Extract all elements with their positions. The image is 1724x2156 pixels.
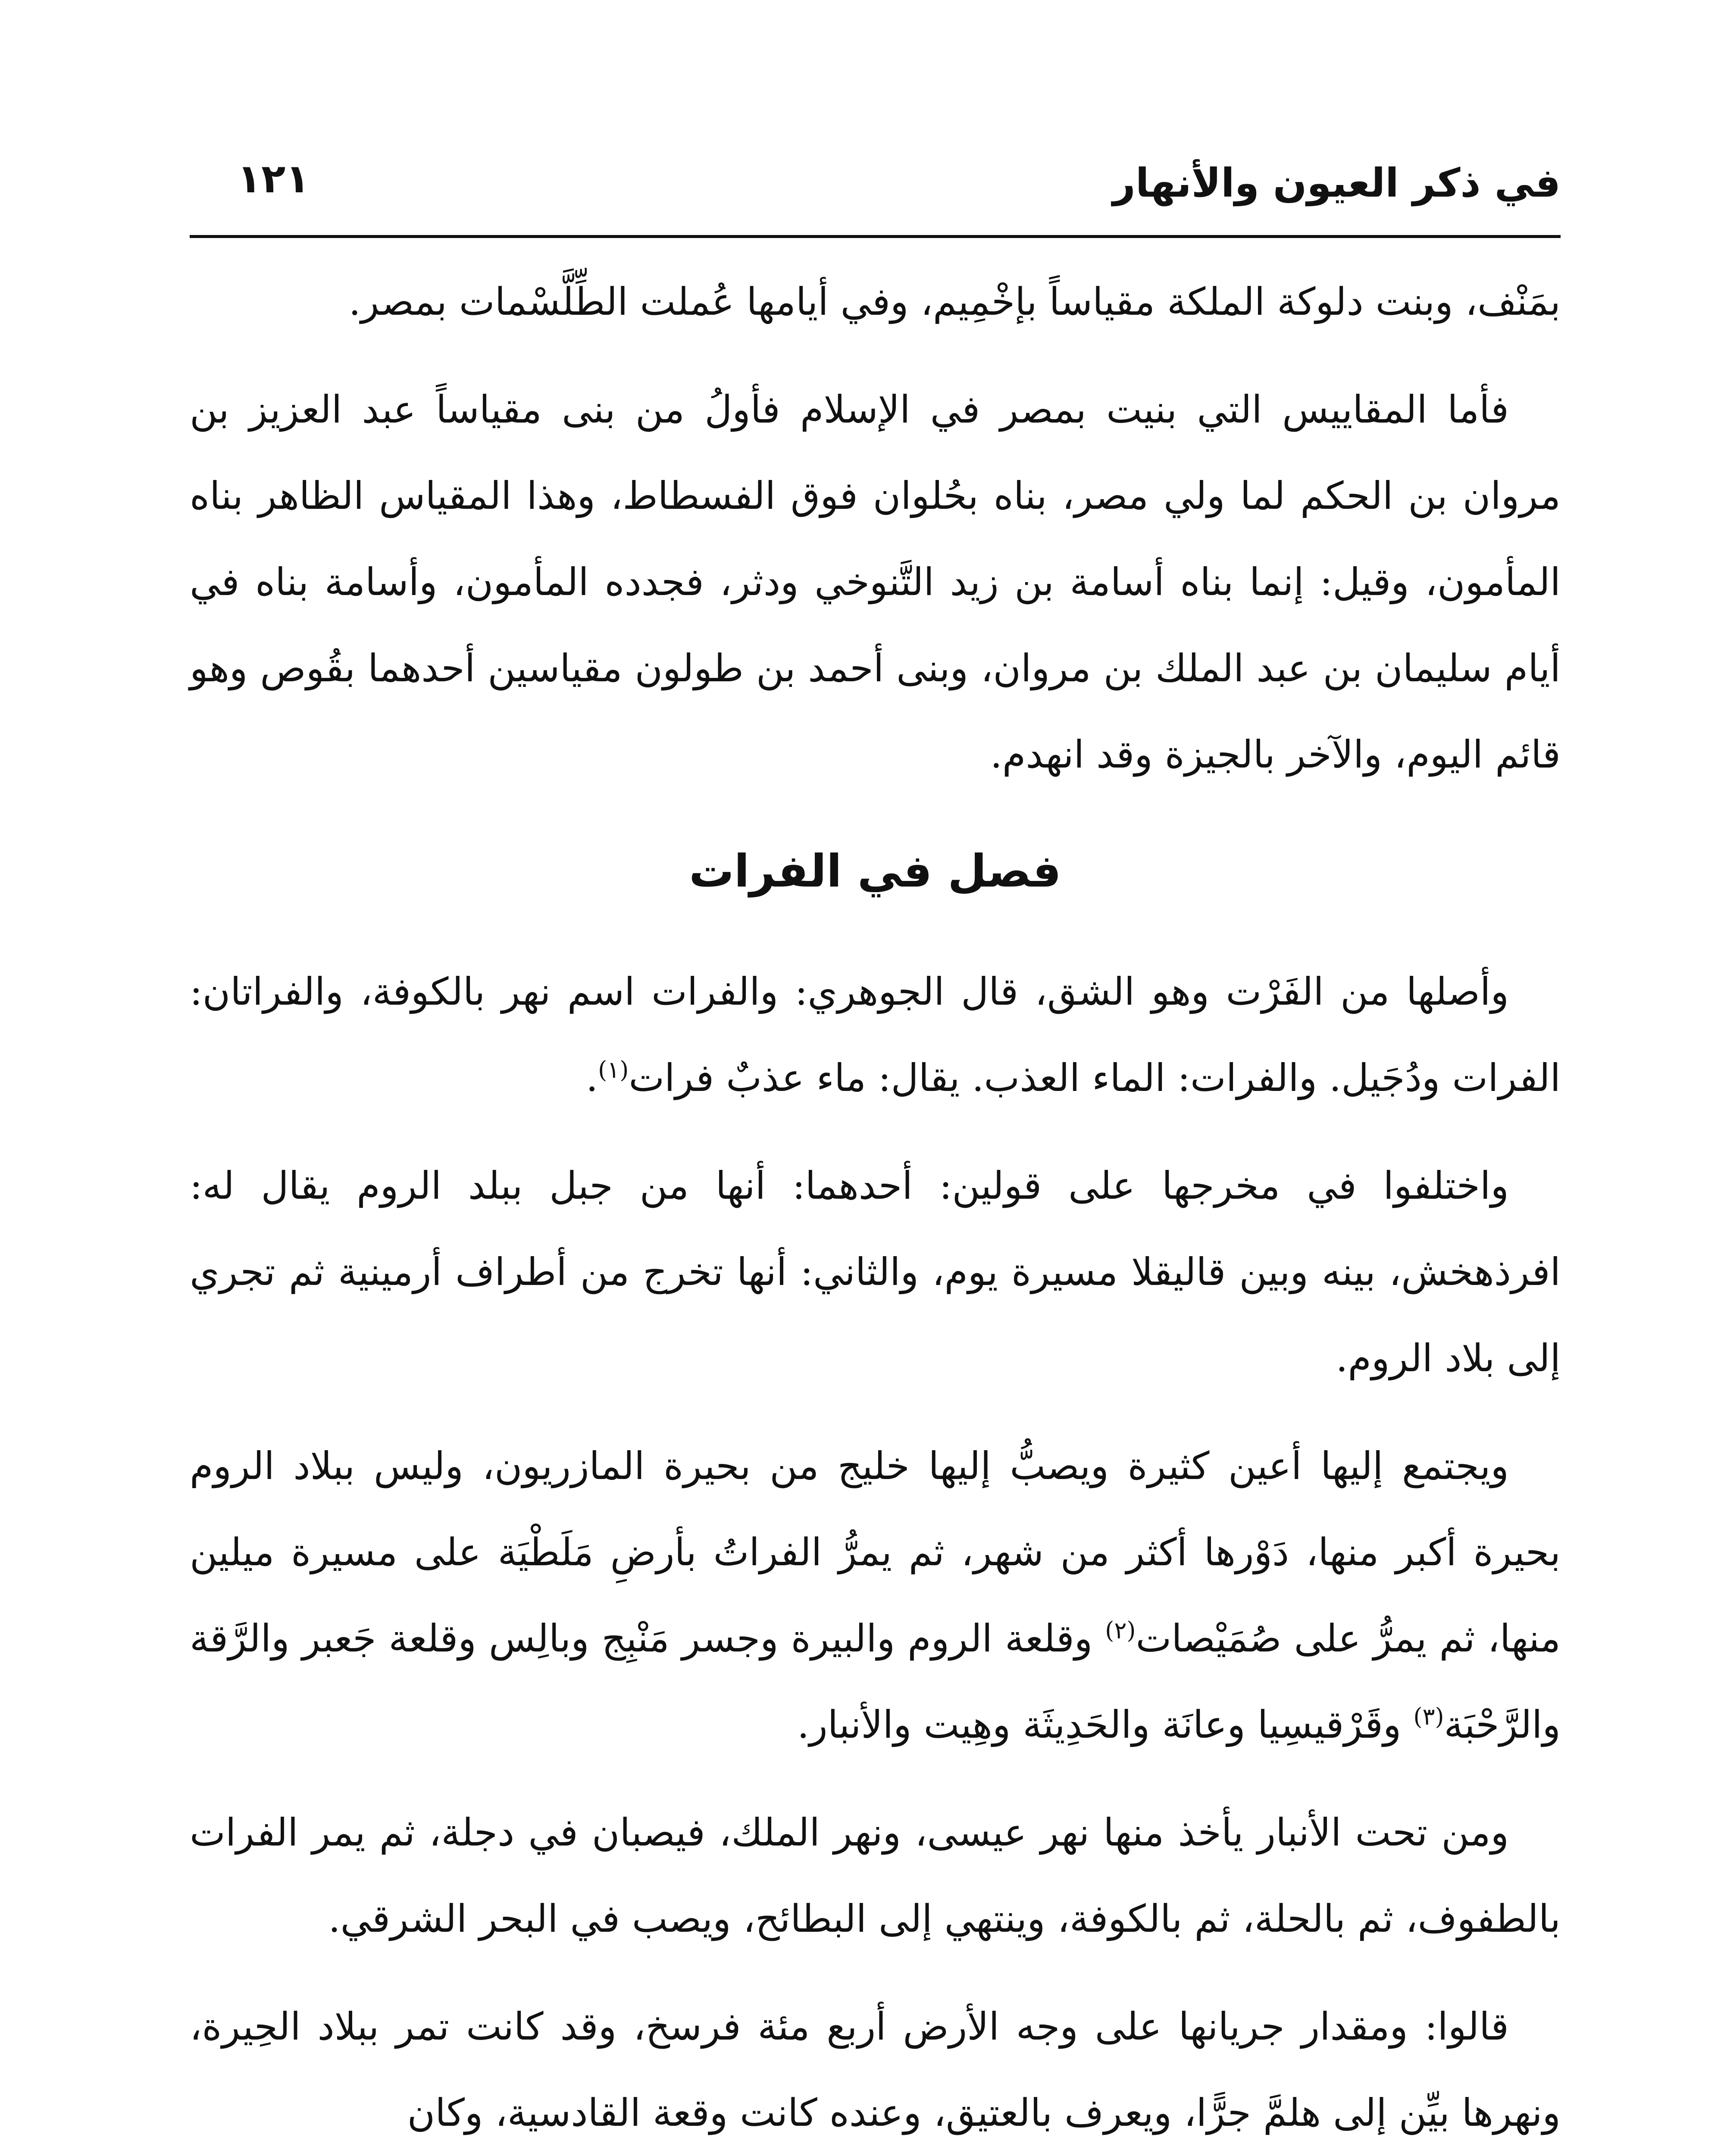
paragraph-5-part-a: ويجتمع إليها أعين كثيرة ويصبُّ إليها خليج من بحيرة المازريون، وليس ببلاد الروم بحيرة أكبر منها، دَوْرها أكثر من شهر، ثم يمرُّ الفراتُ بأرضِ مَلَطْيَة على مسيرة ميلين منها، ثم يمرُّ على صُمَيْصات	[190, 1444, 1561, 1661]
footnote-ref-3: (٣)	[1413, 1703, 1444, 1730]
paragraph-5	[190, 1423, 1561, 1768]
paragraph-3-end: .	[586, 1056, 598, 1100]
paragraph-6: ومن تحت الأنبار يأخذ منها نهر عيسى، ونهر الملك، فيصبان في دجلة، ثم يمر الفرات بالطفوف، ثم بالحلة، ثم بالكوفة، وينتهي إلى البطائح، ويصب في البحر الشرقي.	[190, 1810, 1561, 1941]
running-head	[190, 142, 1561, 229]
footnote-ref-1: (١)	[598, 1056, 629, 1084]
paragraph-1: بمَنْف، وبنت دلوكة الملكة مقياساً بإخْمِيم، وفي أيامها عُملت الطِّلَّسْمات بمصر.	[348, 279, 1561, 324]
footnote-ref-2: (٢)	[1105, 1617, 1136, 1644]
paragraph-7: قالوا: ومقدار جريانها على وجه الأرض أربع مئة فرسخ، وقد كانت تمر ببلاد الحِيرة، ونهرها بيِّن إلى هلمَّ جرًّا، ويعرف بالعتيق، وعنده كانت وقعة القادسية، وكان	[190, 2004, 1561, 2135]
header-rule	[190, 235, 1561, 238]
page-number: ١٢١	[237, 156, 310, 202]
paragraph-3	[190, 949, 1561, 1121]
paragraph-5-part-b: وقلعة الروم والبيرة وجسر مَنْبِج وبالِس وقلعة جَعبر والرَّقة والرَّحْبَة	[190, 1616, 1561, 1747]
running-title: في ذكر العيون والأنهار	[1112, 160, 1561, 206]
section-heading: فصل في الفرات	[689, 845, 1061, 897]
paragraph-3-text: وأصلها من الفَرْت وهو الشق، قال الجوهري: والفرات اسم نهر بالكوفة، والفراتان: الفرات ودُجَيل. والفرات: الماء العذب. يقال: ماء عذبٌ فرات	[190, 969, 1561, 1100]
paragraph-2: فأما المقاييس التي بنيت بمصر في الإسلام فأولُ من بنى مقياساً عبد العزيز بن مروان بن الحكم لما ولي مصر، بناه بحُلوان فوق الفسطاط، وهذا المقياس الظاهر بناه المأمون، وقيل: إنما بناه أسامة بن زيد التَّنوخي ودثر، فجدده المأمون، وأسامة بناه في أيام سليمان بن عبد الملك بن مروان، وبنى أحمد بن طولون مقياسين أحدهما بقُوص وهو قائم اليوم، والآخر بالجيزة وقد انهدم.	[190, 387, 1561, 777]
paragraph-5-part-c: وقَرْقيسِيا وعانَة والحَدِيثَة وهِيت والأنبار.	[797, 1702, 1414, 1747]
main-text	[190, 259, 1561, 2156]
paragraph-4: واختلفوا في مخرجها على قولين: أحدهما: أنها من جبل ببلد الروم يقال له: افرذهخش، بينه وبين قاليقلا مسيرة يوم، والثاني: أنها تخرج من أطراف أرمينية ثم تجري إلى بلاد الروم.	[190, 1163, 1561, 1380]
